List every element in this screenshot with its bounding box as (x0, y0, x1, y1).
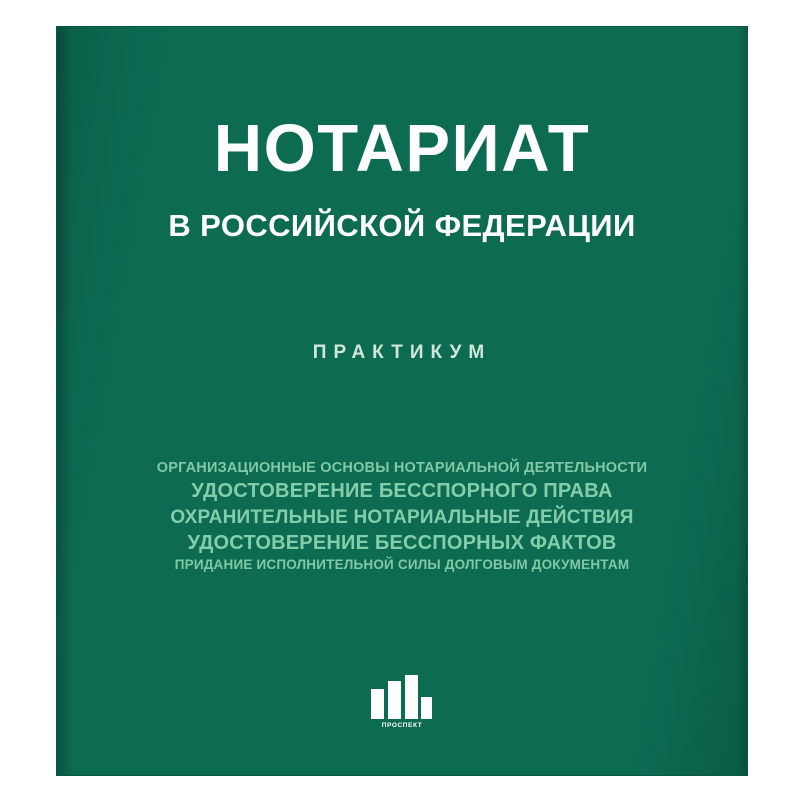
prospekt-logo-icon (369, 673, 435, 719)
book-cover (57, 27, 747, 775)
book-title: НОТАРИАТ (213, 111, 591, 186)
title-block (57, 111, 747, 243)
logo-bar (405, 675, 418, 719)
logo-bar (388, 681, 401, 719)
topic-item: УДОСТОВЕРЕНИЕ БЕССПОРНОГО ПРАВА (191, 480, 613, 503)
topic-item: УДОСТОВЕРЕНИЕ БЕССПОРНЫХ ФАКТОВ (187, 531, 617, 554)
logo-bar (421, 697, 432, 719)
logo-bar (371, 689, 384, 719)
publisher-name: ПРОСПЕКТ (381, 722, 423, 729)
publisher-logo (365, 673, 439, 729)
topic-item: ПРИДАНИЕ ИСПОЛНИТЕЛЬНОЙ СИЛЫ ДОЛГОВЫМ ДОКУМЕНТАМ (174, 556, 630, 572)
topic-item: ОХРАНИТЕЛЬНЫЕ НОТАРИАЛЬНЫЕ ДЕЙСТВИЯ (170, 506, 634, 528)
book-subtitle: В РОССИЙСКОЙ ФЕДЕРАЦИИ (168, 208, 636, 243)
topics-list (57, 459, 747, 574)
topic-item: ОРГАНИЗАЦИОННЫЕ ОСНОВЫ НОТАРИАЛЬНОЙ ДЕЯТЕЛЬНОСТИ (156, 460, 648, 476)
book-kind: ПРАКТИКУМ (312, 342, 492, 363)
